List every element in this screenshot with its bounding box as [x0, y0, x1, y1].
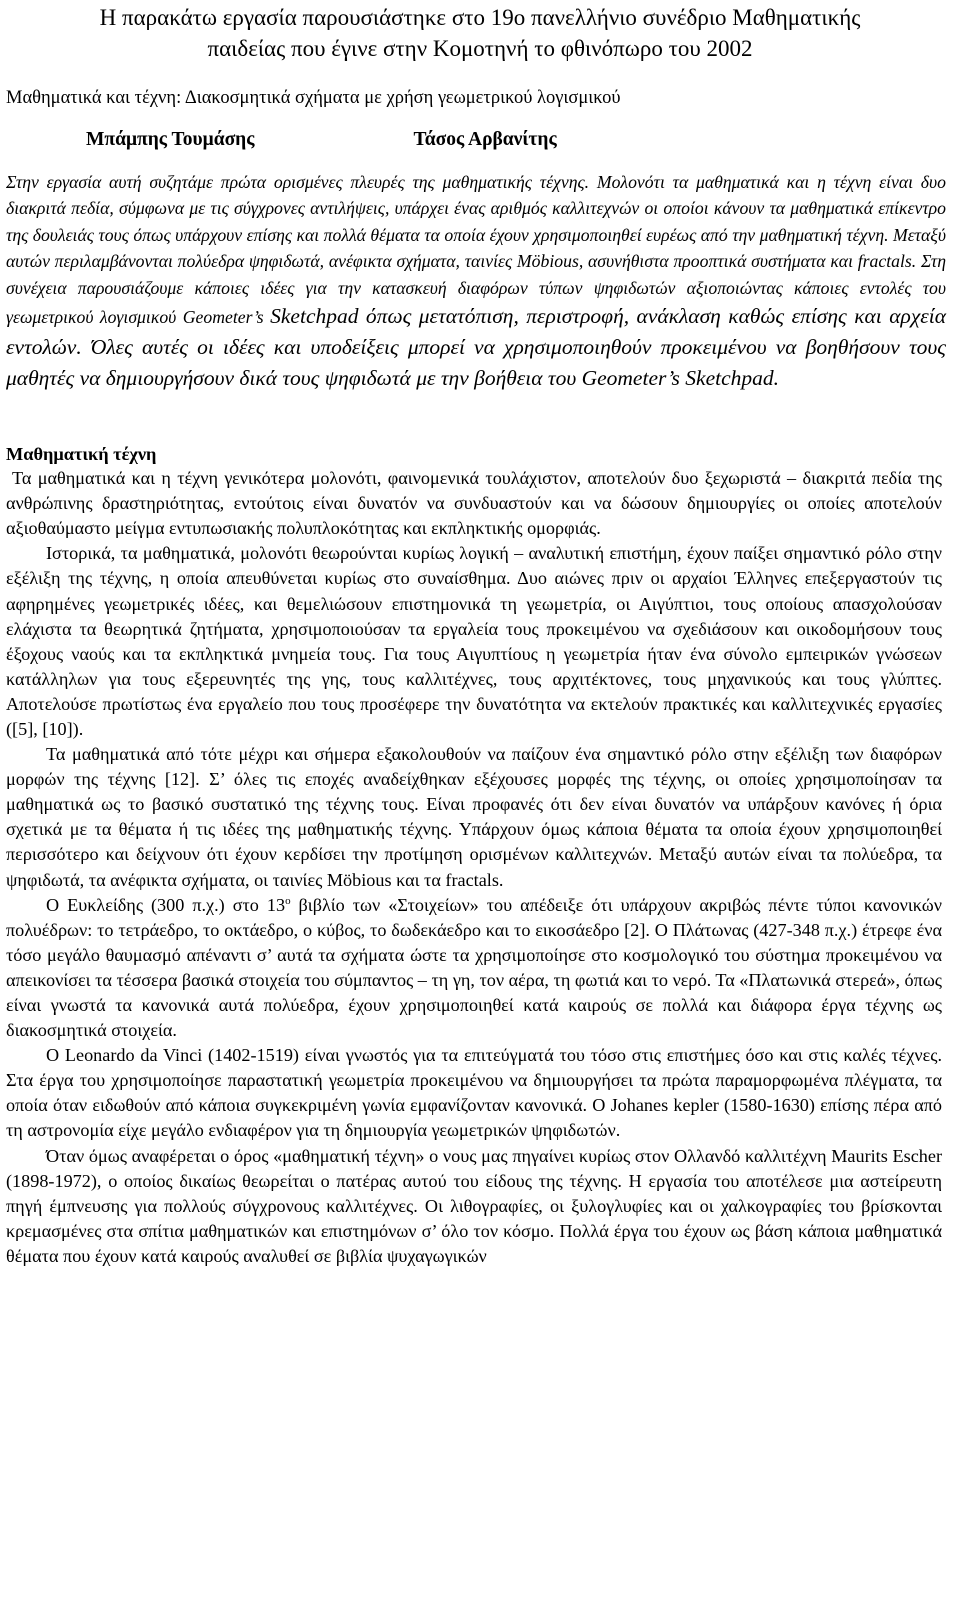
paragraph-4-rest: βιβλίο των «Στοιχείων» του απέδειξε ότι υπάρχουν ακριβώς πέντε τύποι κανονικών πολυέδρων: το τετράεδρο, το οκτάεδρο, ο κύβος, το δωδεκάεδρο και το εικοσάεδρο [2]. Ο Πλάτωνας (427-348 π.χ.) έτρεφε ένα τόσο μεγάλο θαυμασμό απέναντι σ’ αυτά τα σχήματα ώστε τα χρησιμοποίησε στο κοσμολογικό του σύστημα προκειμένου να απεικονίσει τα τέσσερα βασικά στοιχεία του σύμπαντος – τη γη, τον αέρα, τη φωτιά και το νερό. Τα «Πλατωνικά στερεά», όπως είναι γνωστά τα κανονικά αυτά πολύεδρα, έχουν χρησιμοποιηθεί κατά καιρούς σε πολλά και διάφορα έργα τέχνης ως διακοσμητικά στοιχεία. — [6, 894, 942, 1041]
section-title: Μαθηματική τέχνη — [6, 444, 157, 465]
section-body — [6, 466, 954, 1269]
paragraph-4-start: Ο Ευκλείδης (300 π.χ.) στο 13 — [46, 894, 286, 915]
paragraph-5: Ο Leonardo da Vinci (1402-1519) είναι γνωστός για τα επιτεύγματά του τόσο στις επιστήμες όσο και στις καλές τέχνες. Στα έργα του χρησιμοποίησε παραστατική γεωμετρία προκειμένου να δημιουργήσει τα πρώτα παραμορφωμένα πλέγματα, τα οποία όταν ειδωθούν από κάποια συγκεκριμένη γωνία εμφανίζονταν κανονικά. Ο Johanes kepler (1580-1630) επίσης πέρα από τη αστρονομία είχε μεγάλο ενδιαφέρον για τη δημιουργία γεωμετρικών ψηφιδωτών. — [6, 1045, 942, 1141]
author-2: Τάσος Αρβανίτης — [413, 129, 557, 150]
paragraph-3: Τα μαθηματικά από τότε μέχρι και σήμερα εξακολουθούν να παίζουν ένα σημαντικό ρόλο στην εξέλιξη των διαφόρων μορφών της τέχνης [12]. Σ’ όλες τις εποχές αναδείχθηκαν εξέχουσες μορφές της τέχνης, οι οποίες χρησιμοποίησαν τα μαθηματικά ως το βασικό συστατικό της τέχνης τους. Είναι προφανές ότι δεν είναι δυνατόν να υπάρξουν κανόνες ή όρια σχετικά με τα θέματα ή τις ιδέες της μαθηματικής τέχνης. Υπάρχουν όμως κάποια θέματα τα οποία έχουν χρησιμοποιηθεί περισσότερο και δείχνουν ότι έχουν κερδίσει την προτίμηση ορισμένων καλλιτεχνών. Μεταξύ αυτών είναι τα πολύεδρα, τα ψηφιδωτά, τα ανέφικτα σχήματα, οι ταινίες Möbious και τα fractals. — [6, 744, 942, 890]
conference-note — [6, 0, 954, 64]
conference-note-line-2: παιδείας που έγινε στην Κομοτηνή το φθινόπωρο του 2002 — [207, 36, 753, 61]
paragraph-4 — [6, 893, 942, 1044]
ordinal-superscript: ο — [285, 894, 291, 907]
author-1: Μπάμπης Τουμάσης — [86, 129, 255, 150]
abstract — [6, 169, 954, 394]
conference-note-line-1: Η παρακάτω εργασία παρουσιάστηκε στο 19ο πανελλήνιο συνέδριο Μαθηματικής — [99, 5, 861, 30]
abstract-part-1: Στην εργασία αυτή συζητάμε πρώτα ορισμένες πλευρές της μαθηματικής τέχνης. Μολονότι τα μαθηματικά και η τέχνη είναι δυο διακριτά πεδία, σύμφωνα με τις σύγχρονες αντιλήψεις, υπάρχει ένας αριθμός καλλιτεχνών οι οποίοι κάνουν τα μαθηματικά επίκεντρο της δουλειάς τους όπως υπάρχουν επίσης και πολλά θέματα τα οποία έχουν χρησιμοποιηθεί ευρέως από την μαθηματική τέχνη. Μεταξύ αυτών περιλαμβάνονται πολύεδρα ψηφιδωτά, ανέφικτα σχήματα, ταινίες Möbious, ασυνήθιστα προοπτικά συστήματα και fractals. Στη συνέχεια παρουσιάζουμε κάποιες ιδέες για την κατασκευή διαφόρων τύπων ψηφιδωτών αξιοποιώντας κάποιες εντολές του γεωμετρικού λογισμικού Geometer’s — [6, 172, 946, 328]
abstract-part-2: Sketchpad όπως μετατόπιση, περιστροφή, ανάκλαση καθώς επίσης και αρχεία εντολών. Όλες αυτές οι ιδέες και υποδείξεις μπορεί να χρησιμοποιηθούν προκειμένου να βοηθήσουν τους μαθητές να δημιουργήσουν δικά τους ψηφιδωτά με την βοήθεια του Geometer’s Sketchpad. — [6, 304, 947, 391]
authors — [6, 127, 954, 153]
paper-title: Μαθηματικά και τέχνη: Διακοσμητικά σχήματα με χρήση γεωμετρικού λογισμικού — [6, 88, 621, 108]
paragraph-1: Τα μαθηματικά και η τέχνη γενικότερα μολονότι, φαινομενικά τουλάχιστον, αποτελούν δυο ξεχωριστά – διακριτά πεδία της ανθρώπινης δραστηριότητας, εντούτοις είναι δυνατόν να συνδυαστούν και να δώσουν δημιουργίες οι οποίες αποτελούν αξιοθαύμαστο μείγμα εντυπωσιακής πολυπλοκότητας και εκπληκτικής ομορφιάς. — [6, 468, 942, 539]
paragraph-2: Ιστορικά, τα μαθηματικά, μολονότι θεωρούνται κυρίως λογική – αναλυτική επιστήμη, έχουν παίξει σημαντικό ρόλο στην εξέλιξη της τέχνης, η οποία απευθύνεται κυρίως στο συναίσθημα. Δυο αιώνες πριν οι αρχαίοι Έλληνες επεξεργαστούν τις αφηρημένες γεωμετρικές ιδέες, και θεμελιώσουν επιστημονικά τη γεωμετρία, οι Αιγύπτιοι, τους οποίους απασχολούσαν ελάχιστα τα θεωρητικά ζητήματα, χρησιμοποιούσαν τα εργαλεία τους προκειμένου να σχεδιάσουν και οικοδομήσουν τους έξοχους ναούς και τα εκπληκτικά μνημεία τους. Για τους Αιγυπτίους η γεωμετρία ήταν ένα σύνολο εμπειρικών γνώσεων κατάλληλων για τους εξερευνητές της γης, τους καλλιτέχνες, τους αρχιτέκτονες, τους μηχανικούς και τους γλύπτες. Αποτελούσε πρωτίστως ένα εργαλείο που τους προσέφερε την δυνατότητα να εκτελούν πρακτικές και καλλιτεχνικές εργασίες ([5], [10]). — [6, 543, 942, 739]
paragraph-6: Όταν όμως αναφέρεται ο όρος «μαθηματική τέχνη» ο νους μας πηγαίνει κυρίως στον Ολλανδό καλλιτέχνη Maurits Escher (1898-1972), ο οποίος δικαίως θεωρείται ο πατέρας αυτού του είδους της τέχνης. Η εργασία του αποτέλεσε μια αστείρευτη πηγή έμπνευσης για πολλούς σύγχρονους καλλιτέχνες. Οι λιθογραφίες, οι ξυλογλυφίες και οι χαλκογραφίες του βρίσκονται κρεμασμένες στα σπίτια μαθηματικών και επιστημόνων σ’ όλο τον κόσμο. Πολλά έργα του έχουν ως βάση κάποια μαθηματικά θέματα που έχουν κατά καιρούς αναλυθεί σε βιβλία ψυχαγωγικών — [6, 1145, 942, 1266]
